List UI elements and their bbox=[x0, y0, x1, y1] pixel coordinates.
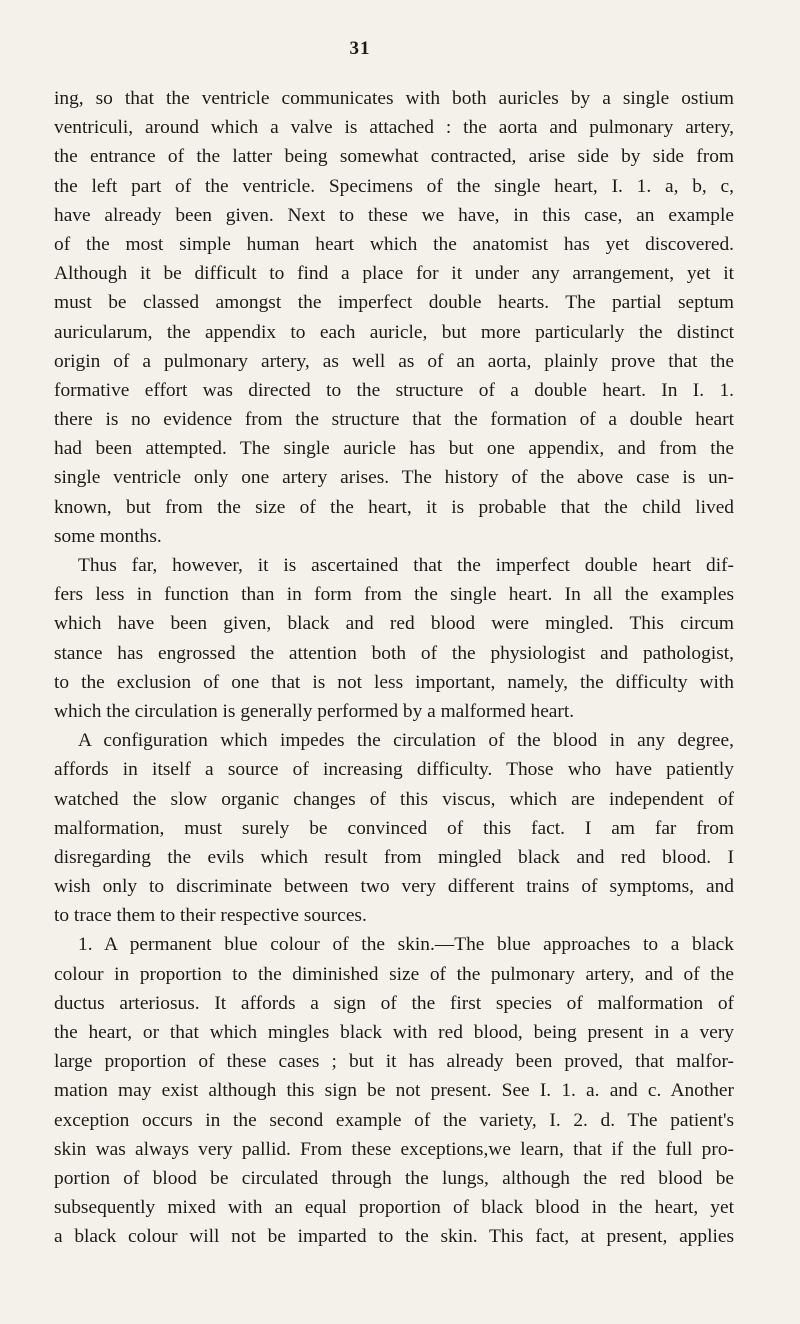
text-line: wish only to discriminate between two very different trains of symptoms, and bbox=[54, 876, 734, 898]
text-line: colour in proportion to the diminished size of the pulmonary artery, and of the bbox=[54, 963, 734, 985]
text-line: Although it be difficult to find a place for it under any arrangement, yet it bbox=[54, 263, 734, 285]
text-line: formative effort was directed to the structure of a double heart. In I. 1. bbox=[54, 379, 734, 401]
text-line: Thus far, however, it is ascertained that the imperfect double heart dif- bbox=[78, 555, 734, 576]
text-line: which have been given, black and red blood were mingled. This circum bbox=[54, 613, 734, 635]
text-line: auricularum, the appendix to each auricle, but more particularly the distinct bbox=[54, 321, 734, 343]
text-line: origin of a pulmonary artery, as well as of an aorta, plainly prove that the bbox=[54, 350, 734, 372]
text-line: 1. A permanent blue colour of the skin.—The blue approaches to a black bbox=[78, 934, 734, 956]
text-line: mation may exist although this sign be not present. See I. 1. a. and c. Another bbox=[54, 1080, 734, 1102]
text-line: the heart, or that which mingles black with red blood, being present in a very bbox=[54, 1022, 734, 1043]
text-line: of the most simple human heart which the anatomist has yet discovered. bbox=[54, 233, 734, 255]
text-line: to trace them to their respective sources. bbox=[54, 905, 367, 927]
text-line: fers less in function than in form from the single heart. In all the examples bbox=[54, 584, 734, 606]
text-line: the entrance of the latter being somewhat contracted, arise side by side from bbox=[54, 146, 734, 168]
text-line: stance has engrossed the attention both of the physiologist and pathologist, bbox=[54, 642, 734, 664]
text-line: there is no evidence from the structure that the formation of a double heart bbox=[54, 409, 734, 431]
text-line: portion of blood be circulated through the lungs, although the red blood be bbox=[54, 1167, 734, 1189]
text-line: ventriculi, around which a valve is attached : the aorta and pulmonary artery, bbox=[54, 117, 734, 139]
text-line: ductus arteriosus. It affords a sign of the first species of malformation of bbox=[54, 992, 734, 1014]
body-text bbox=[54, 84, 734, 1252]
page-number: 31 bbox=[349, 38, 371, 59]
text-line: must be classed amongst the imperfect double hearts. The partial septum bbox=[54, 292, 734, 314]
text-line: some months. bbox=[54, 525, 162, 547]
text-line: to the exclusion of one that is not less important, namely, the difficulty with bbox=[54, 671, 734, 693]
text-line: had been attempted. The single auricle has but one appendix, and from the bbox=[54, 438, 734, 460]
text-line: subsequently mixed with an equal proportion of black blood in the heart, yet bbox=[54, 1197, 734, 1219]
text-line: affords in itself a source of increasing difficulty. Those who have patiently bbox=[54, 759, 734, 781]
text-line: large proportion of these cases ; but it has already been proved, that malfor- bbox=[54, 1051, 734, 1073]
text-line: disregarding the evils which result from mingled black and red blood. I bbox=[54, 846, 734, 868]
text-line: skin was always very pallid. From these exceptions,we learn, that if the full pro- bbox=[54, 1138, 734, 1160]
text-line: a black colour will not be imparted to the skin. This fact, at present, applies bbox=[54, 1226, 734, 1248]
text-line: have already been given. Next to these we have, in this case, an example bbox=[54, 204, 734, 226]
text-line: exception occurs in the second example of the variety, I. 2. d. The patient's bbox=[54, 1109, 734, 1131]
text-line: single ventricle only one artery arises. The history of the above case is un- bbox=[54, 467, 734, 489]
text-line: watched the slow organic changes of this viscus, which are independent of bbox=[54, 788, 734, 810]
text-line: the left part of the ventricle. Specimens of the single heart, I. 1. a, b, c, bbox=[54, 175, 734, 197]
text-line: A configuration which impedes the circulation of the blood in any degree, bbox=[78, 730, 734, 752]
text-line: known, but from the size of the heart, it is probable that the child lived bbox=[54, 496, 734, 518]
text-line: malformation, must surely be convinced of this fact. I am far from bbox=[54, 817, 734, 839]
text-line: ing, so that the ventricle communicates with both auricles by a single ostium bbox=[54, 88, 734, 109]
text-line: which the circulation is generally performed by a malformed heart. bbox=[54, 700, 575, 722]
